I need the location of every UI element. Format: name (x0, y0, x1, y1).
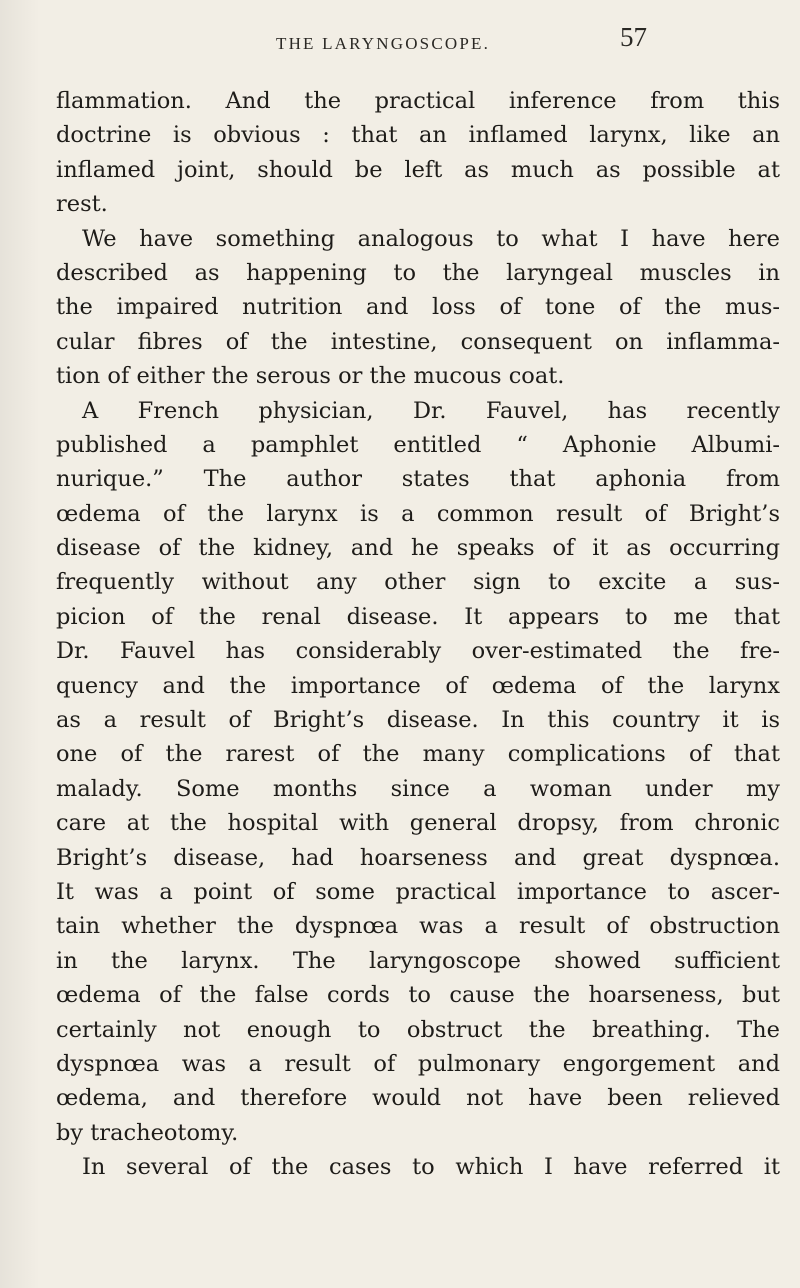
running-head (0, 22, 800, 68)
text-line: disease of the kidney, and he speaks of it as occurring (56, 535, 780, 562)
text-line: in the larynx. The laryngoscope showed sufficient (56, 947, 780, 974)
text-line: by tracheotomy. (56, 1119, 239, 1146)
text-line: Dr. Fauvel has considerably over-estimated the fre- (56, 638, 780, 665)
page-number: 57 (620, 22, 647, 52)
text-line: published a pamphlet entitled “ Aphonie Albumi- (56, 431, 780, 458)
text-line: nurique.” The author states that aphonia from (56, 466, 780, 493)
text-line: certainly not enough to obstruct the breathing. The (56, 1016, 780, 1043)
text-line: frequently without any other sign to excite a sus- (56, 569, 780, 596)
text-line: quency and the importance of œdema of the larynx (56, 672, 780, 699)
text-line: tain whether the dyspnœa was a result of obstruction (56, 913, 780, 940)
text-line: picion of the renal disease. It appears to me that (56, 603, 780, 630)
text-line: Bright’s disease, had hoarseness and great dyspnœa. (56, 844, 780, 871)
text-line: cular fibres of the intestine, consequent on inflamma- (56, 328, 780, 355)
text-line: We have something analogous to what I have here (82, 225, 780, 252)
body-text (56, 84, 780, 1185)
text-line: as a result of Bright’s disease. In this country it is (56, 707, 780, 734)
text-line: œdema of the false cords to cause the hoarseness, but (56, 982, 780, 1009)
text-line: It was a point of some practical importance to ascer- (56, 878, 780, 905)
text-line: the impaired nutrition and loss of tone of the mus- (56, 294, 780, 321)
text-line: œdema of the larynx is a common result of Bright’s (56, 500, 780, 527)
text-line: described as happening to the laryngeal muscles in (56, 259, 780, 286)
text-line: malady. Some months since a woman under my (56, 775, 780, 802)
text-line: In several of the cases to which I have referred it (82, 1154, 780, 1181)
text-line: care at the hospital with general dropsy, from chronic (56, 810, 780, 837)
text-line: tion of either the serous or the mucous coat. (56, 363, 565, 390)
text-line: flammation. And the practical inference from this (56, 88, 780, 114)
text-line: doctrine is obvious : that an inflamed larynx, like an (56, 122, 780, 149)
text-line: one of the rarest of the many complications of that (56, 741, 780, 768)
text-line: A French physician, Dr. Fauvel, has recently (82, 397, 780, 424)
text-line: inflamed joint, should be left as much as possible at (56, 156, 780, 183)
text-line: œdema, and therefore would not have been relieved (56, 1085, 780, 1112)
text-line: dyspnœa was a result of pulmonary engorgement and (56, 1050, 780, 1077)
text-line: rest. (56, 191, 108, 218)
running-title: THE LARYNGOSCOPE. (276, 34, 491, 53)
